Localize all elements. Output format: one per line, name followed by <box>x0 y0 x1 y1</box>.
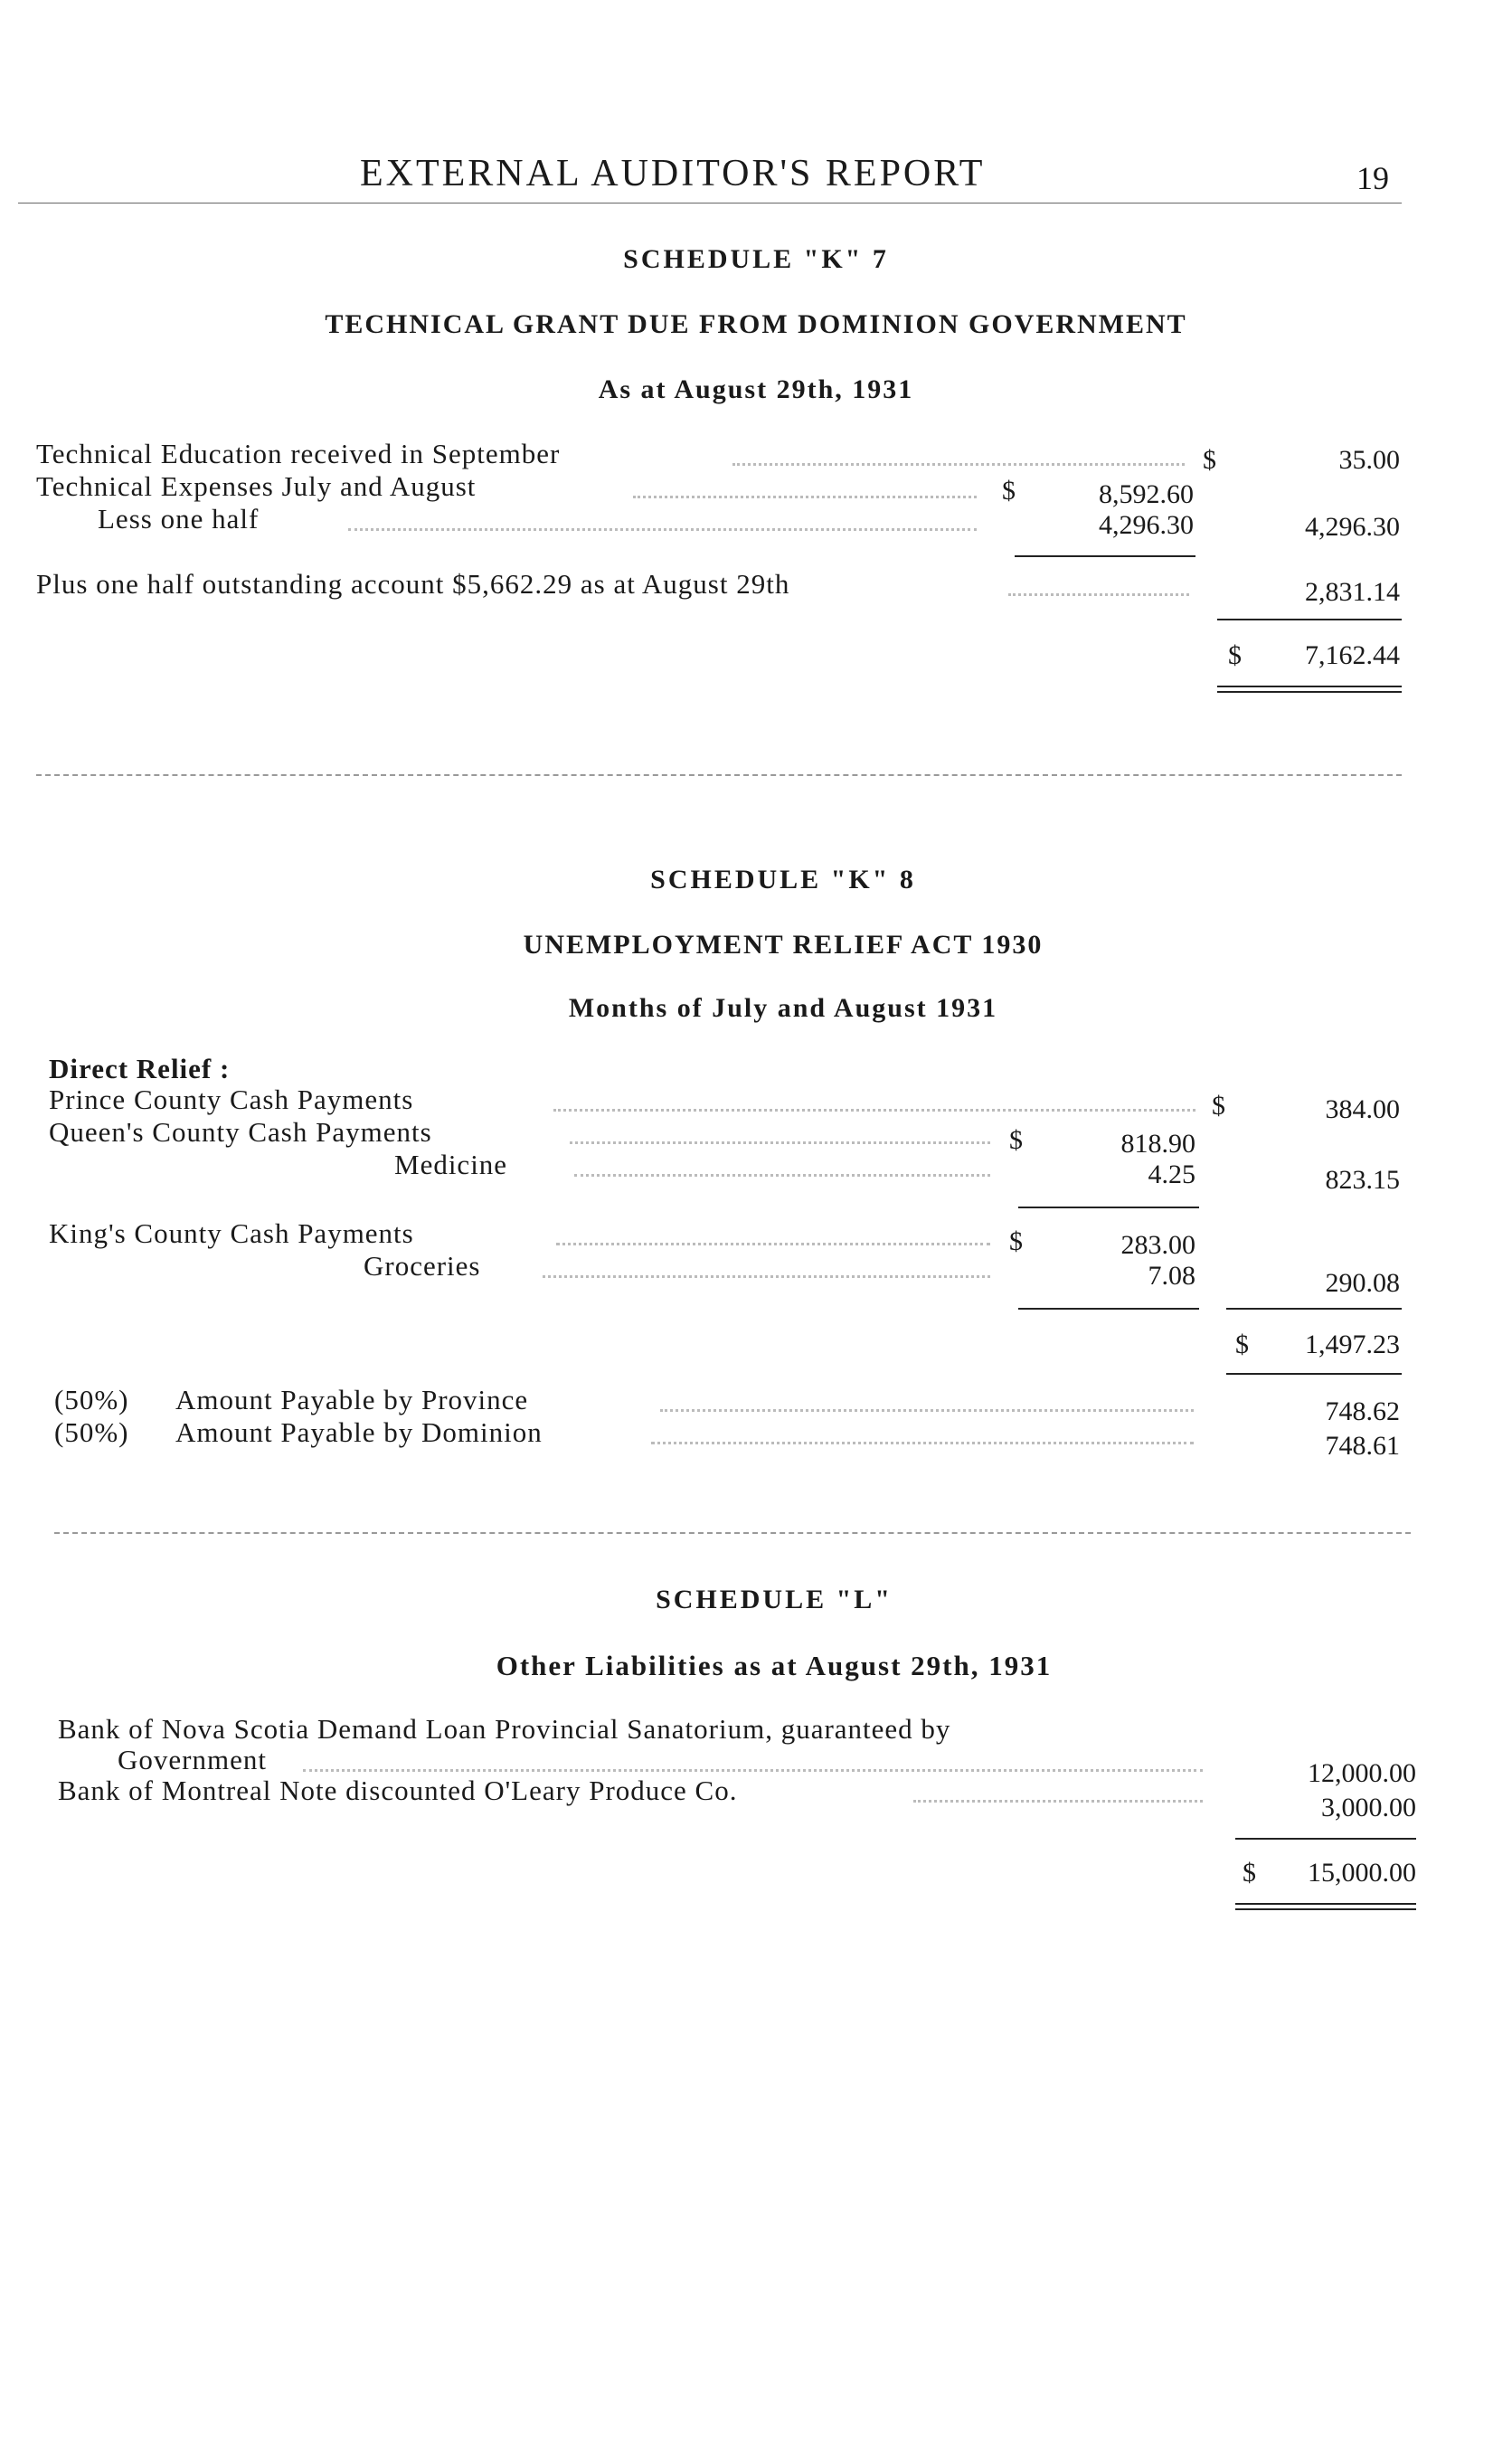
k8-grand-dollar: $ <box>1235 1330 1249 1359</box>
leader-dots <box>556 1243 990 1245</box>
k7-row-sub: 8,592.60 <box>1099 479 1194 509</box>
k8-split-label: Amount Payable by Province <box>175 1384 529 1415</box>
l-row-label: Bank of Montreal Note discounted O'Leary Produce Co. <box>58 1775 738 1806</box>
leader-dots <box>633 496 977 498</box>
k8-split-pct: (50%) <box>54 1416 129 1448</box>
k7-row-label: Technical Expenses July and August <box>36 470 477 502</box>
k8-row-sub: 818.90 <box>1120 1129 1195 1159</box>
leader-dots <box>553 1109 1195 1112</box>
leader-dots <box>660 1409 1194 1412</box>
section-divider <box>54 1532 1411 1534</box>
subtotal-rule <box>1015 555 1195 557</box>
schedule-l-heading: SCHEDULE "L" <box>656 1585 893 1614</box>
k8-row-dollar: $ <box>1212 1091 1225 1121</box>
l-row-label-cont: Government <box>118 1744 267 1775</box>
l-row-label: Bank of Nova Scotia Demand Loan Provincial Sanatorium, guaranteed by <box>58 1713 951 1745</box>
k7-row-sub: 4,296.30 <box>1099 510 1194 540</box>
k8-row-label: Queen's County Cash Payments <box>49 1116 432 1148</box>
leader-dots <box>574 1174 990 1177</box>
k8-row-label: Medicine <box>394 1149 508 1180</box>
page-number: 19 <box>1356 160 1389 196</box>
k7-row-label: Plus one half outstanding account $5,662.29 as at August 29th <box>36 568 790 600</box>
schedule-k8-heading: SCHEDULE "K" 8 <box>650 865 916 894</box>
leader-dots <box>913 1800 1203 1803</box>
grand-total-rule <box>1226 1373 1402 1375</box>
k7-grand-total: 7,162.44 <box>1305 640 1400 670</box>
leader-dots <box>303 1769 1203 1772</box>
k8-row-label: King's County Cash Payments <box>49 1217 414 1249</box>
k8-row-total: 290.08 <box>1325 1268 1400 1298</box>
schedule-k8-title: UNEMPLOYMENT RELIEF ACT 1930 <box>523 930 1044 960</box>
schedule-l-title: Other Liabilities as at August 29th, 1931 <box>496 1650 1053 1681</box>
k8-row-label: Groceries <box>364 1250 481 1282</box>
subtotal-rule <box>1018 1308 1199 1310</box>
leader-dots <box>543 1275 990 1278</box>
k8-row-dollar: $ <box>1009 1125 1023 1155</box>
total-rule <box>1235 1838 1416 1840</box>
k8-split-total: 748.61 <box>1325 1431 1400 1461</box>
k8-row-sub: 7.08 <box>1148 1261 1195 1291</box>
leader-dots <box>570 1141 990 1144</box>
k8-split-total: 748.62 <box>1325 1396 1400 1426</box>
k8-row-label: Prince County Cash Payments <box>49 1084 414 1115</box>
subtotal-rule <box>1018 1207 1199 1208</box>
schedule-k7-title: TECHNICAL GRANT DUE FROM DOMINION GOVERNMENT <box>325 309 1187 339</box>
grand-total-double-rule <box>1217 691 1402 693</box>
leader-dots <box>732 463 1185 466</box>
k7-row-total: 4,296.30 <box>1305 512 1400 542</box>
page-header-title: EXTERNAL AUDITOR'S REPORT <box>360 153 986 194</box>
k8-split-label: Amount Payable by Dominion <box>175 1416 543 1448</box>
schedule-k7-heading: SCHEDULE "K" 7 <box>623 244 889 274</box>
l-grand-total: 15,000.00 <box>1308 1858 1416 1888</box>
l-grand-dollar: $ <box>1243 1858 1256 1888</box>
schedule-k7-date: As at August 29th, 1931 <box>598 374 914 404</box>
header-rule <box>18 203 1402 204</box>
grand-total-rule <box>1217 686 1402 687</box>
total-rule <box>1226 1308 1402 1310</box>
k8-grand-total: 1,497.23 <box>1305 1330 1400 1359</box>
k7-row-total: 35.00 <box>1338 445 1400 475</box>
k7-grand-dollar: $ <box>1228 640 1242 670</box>
k8-row-dollar: $ <box>1009 1226 1023 1256</box>
k7-row-label: Technical Education received in September <box>36 438 561 469</box>
k7-row-dollar: $ <box>1002 476 1016 506</box>
k7-row-label: Less one half <box>98 503 260 535</box>
leader-dots <box>651 1442 1194 1444</box>
k7-row-dollar: $ <box>1203 445 1216 475</box>
k8-row-sub: 283.00 <box>1120 1230 1195 1260</box>
leader-dots <box>348 528 977 531</box>
leader-dots <box>1008 593 1189 596</box>
schedule-k8-date: Months of July and August 1931 <box>568 993 998 1023</box>
total-rule <box>1217 619 1402 620</box>
k7-row-total: 2,831.14 <box>1305 577 1400 607</box>
k8-row-total: 384.00 <box>1325 1094 1400 1124</box>
l-row-total: 3,000.00 <box>1321 1793 1416 1822</box>
k8-row-sub: 4.25 <box>1148 1159 1195 1189</box>
section-divider <box>36 774 1402 776</box>
grand-total-rule <box>1235 1903 1416 1905</box>
grand-total-double-rule <box>1235 1908 1416 1910</box>
l-row-total: 12,000.00 <box>1308 1758 1416 1788</box>
k8-row-total: 823.15 <box>1325 1165 1400 1195</box>
k8-split-pct: (50%) <box>54 1384 129 1415</box>
k8-section-label: Direct Relief : <box>49 1053 231 1084</box>
